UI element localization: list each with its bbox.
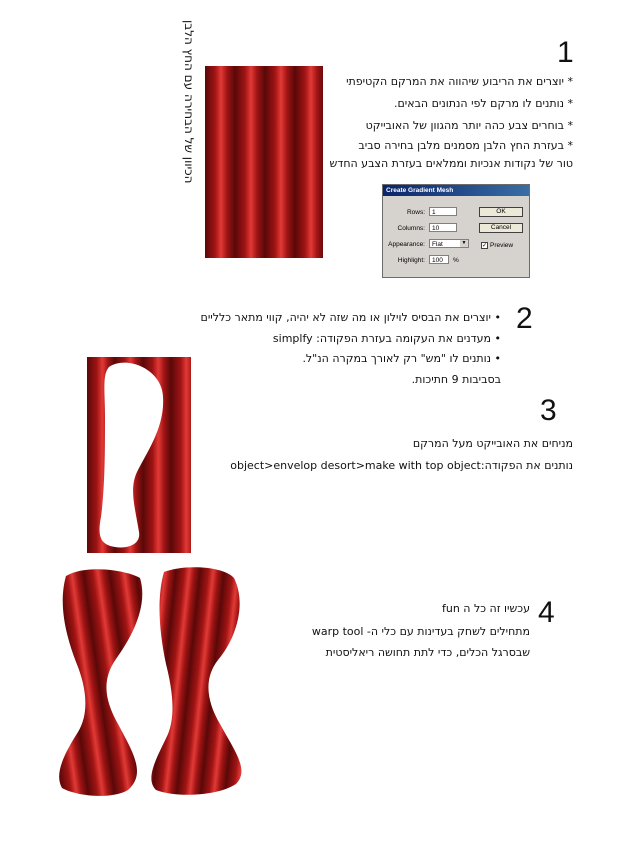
step-1-line-5: טור של נקודות אנכיות וממלאים בעזרת הצבע החדש <box>329 157 573 170</box>
velvet-texture-square <box>205 66 323 258</box>
highlight-label: Highlight: <box>397 257 425 264</box>
step-3-number: 3 <box>540 394 557 427</box>
step-1-number: 1 <box>557 36 574 69</box>
step-2-line-1: • יוצרים את הבסיס לוילון או מה שזה לא יהיה, קווי מתאר כלליים <box>200 311 501 324</box>
step-4-line-1: עכשיו זה כל ה fun <box>441 602 530 615</box>
preview-label: Preview <box>490 242 514 249</box>
percent-sign: % <box>453 257 459 264</box>
curtain-outline-figure <box>87 357 191 553</box>
step-2-line-3: • נותנים לו "מש" רק לאורך במקרה הנ"ל. <box>302 352 501 365</box>
step-3-line-1: מניחים את האובייקט מעל המרקם <box>412 437 573 450</box>
appearance-label: Appearance: <box>388 241 425 248</box>
step-3-line-2: נותנים את הפקודה:object>envelop desort>make with top object <box>230 459 573 472</box>
rows-label: Rows: <box>406 209 425 216</box>
step-1-line-1: * יוצרים את הריבוע שיהווה את המרקם הקטיפתי <box>346 75 573 88</box>
warped-curtain-right <box>151 567 241 795</box>
vertical-caption: הכיוון של הבחירה עם החץ הלבן <box>182 20 196 184</box>
rows-input[interactable]: 1 <box>429 207 457 216</box>
ok-button[interactable]: OK <box>479 207 523 217</box>
step-2-number: 2 <box>516 302 533 335</box>
cancel-button[interactable]: Cancel <box>479 223 523 233</box>
step-4-line-3: שבסרגל הכלים, כדי לתת תחושה ריאליסטית <box>325 646 530 659</box>
step-2-line-2: • מעדנים את העקומה בעזרת הפקודה: simplfy <box>272 332 501 345</box>
step-2-line-4: בסביבות 9 חתיכות. <box>411 373 501 386</box>
appearance-select[interactable] <box>429 239 469 248</box>
appearance-value: Flat <box>432 241 443 248</box>
step-4-line-2: מתחילים לשחק בעדינות עם כלי ה- warp tool <box>311 625 530 638</box>
preview-checkbox[interactable]: ✓ <box>482 243 488 249</box>
dialog-title: Create Gradient Mesh <box>383 185 529 196</box>
columns-label: Columns: <box>397 225 425 232</box>
columns-input[interactable]: 10 <box>429 223 457 232</box>
step-1-line-2: * נותנים לו מרקם לפי הנתונים הבאים. <box>393 97 573 110</box>
chevron-down-icon: ▼ <box>461 240 467 246</box>
warped-curtains-figure <box>56 564 256 804</box>
step-1-line-4: * בעזרת החץ הלבן מסמנים מלבן בחירה סביב <box>358 139 573 152</box>
warped-curtain-left <box>59 569 142 796</box>
highlight-input[interactable]: 100 <box>429 255 449 264</box>
step-1-line-3: * בוחרים צבע כהה יותר מהגוון של האובייקט <box>365 119 573 132</box>
step-4-number: 4 <box>538 596 555 629</box>
gradient-mesh-dialog <box>382 184 530 278</box>
